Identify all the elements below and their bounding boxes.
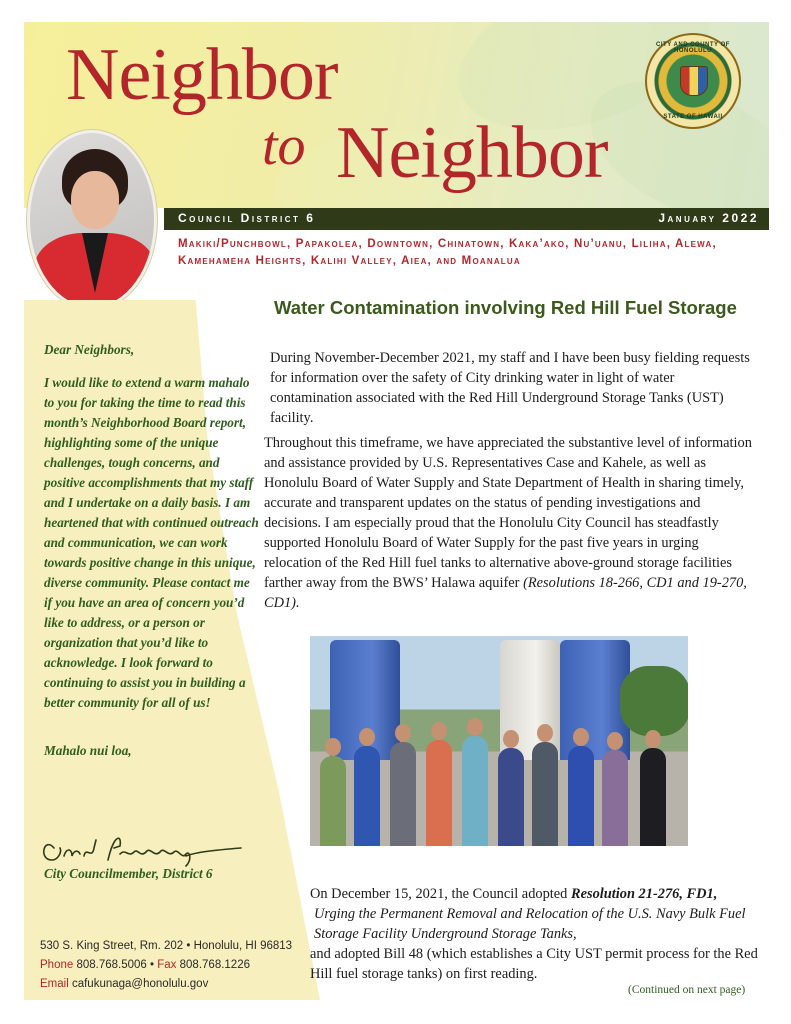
article-paragraph-1: During November-December 2021, my staff and I have been busy fielding requests for information over the safety of City drinking water in light of water contamination associated with the Red Hill Underground Storage Tanks (UST) facility. <box>270 350 750 426</box>
phone-label: Phone <box>40 959 74 971</box>
phone-number: 808.768.5006 <box>76 959 147 971</box>
masthead-title-neighbor: Neighbor <box>66 34 338 116</box>
masthead-title-neighbor-2: Neighbor <box>336 112 608 194</box>
issue-date: January 2022 <box>658 211 759 225</box>
article-paragraph-2 <box>264 433 754 613</box>
contact-email <box>40 975 292 994</box>
person <box>426 740 452 846</box>
welcome-letter <box>44 340 259 761</box>
district-bar <box>164 208 769 230</box>
person <box>568 746 594 846</box>
resolution-number: Resolution 21-276, FD1, <box>570 886 718 902</box>
continued-note: (Continued on next page) <box>628 984 746 996</box>
fax-label: Fax <box>157 959 177 971</box>
article-headline: Water Contamination involving Red Hill Fuel Storage <box>274 297 737 318</box>
separator: • <box>150 959 155 971</box>
email-address[interactable]: cafukunaga@honolulu.gov <box>71 978 209 990</box>
fax-number: 808.768.1226 <box>179 959 250 971</box>
paragraph-3-closing: and adopted Bill 48 (which establishes a City UST permit process for the Red Hill fuel storage tanks) on first reading. <box>310 946 758 982</box>
person <box>640 748 666 846</box>
person <box>320 756 346 846</box>
handwritten-signature <box>36 826 251 870</box>
paragraph-2-text: Throughout this timeframe, we have appreciated the substantive level of information and assistance provided by U.S. Representatives Case and Kahele, as well as Honolulu Board of Water Supply and State Department of Health in sharing timely, accurate and transparent updates on the status of pending investigations and decisions. I am especially proud that the Honolulu City Council has steadfastly supported Honolulu Board of Water Supply for the past five years in urging relocation of the Red Hill fuel tanks to alternative above-ground storage facilities farther away from the BWS’ Halawa aquifer <box>264 435 752 591</box>
article-paragraph-3 <box>310 884 760 984</box>
paragraph-2-resolutions: (Resolutions 18-266, CD1 and 19-270, CD1). <box>264 575 747 611</box>
contact-phone-fax <box>40 956 292 975</box>
group-photo <box>310 636 688 846</box>
paragraph-3-intro: On December 15, 2021, the Council adopted <box>310 886 568 902</box>
person <box>462 736 488 846</box>
person <box>498 748 524 846</box>
seal-text-top: CITY AND COUNTY OF HONOLULU <box>656 42 730 54</box>
trees <box>620 666 688 736</box>
district-label: Council District 6 <box>178 211 316 225</box>
masthead-title-to: to <box>262 115 306 177</box>
seal-text-bottom: STATE OF HAWAII <box>663 114 723 120</box>
neighborhood-list: Makiki/Punchbowl, Papakolea, Downtown, Chinatown, Kaka’ako, Nu’uanu, Liliha, Alewa, Kamehameha Heights, Kalihi Valley, Aiea, and Moanalua <box>178 238 717 267</box>
contact-address: 530 S. King Street, Rm. 202 • Honolulu, HI 96813 <box>40 940 293 952</box>
resolution-title: Urging the Permanent Removal and Relocation of the U.S. Navy Bulk Fuel Storage Facility Underground Storage Tanks, <box>314 906 746 942</box>
councilmember-portrait <box>27 130 157 310</box>
person <box>354 746 380 846</box>
letter-signature-title: City Councilmember, District 6 <box>44 866 213 881</box>
email-label: Email <box>40 978 69 990</box>
letter-greeting: Dear Neighbors, <box>44 342 135 357</box>
letter-signoff: Mahalo nui loa, <box>44 743 132 758</box>
person <box>532 742 558 846</box>
letter-body: I would like to extend a warm mahalo to you for taking the time to read this month’s Neighborhood Board report, highlighting some of the unique challenges, tough concerns, and positive accomplishments that my staff and I undertake on a daily basis. I am heartened that with continued outreach and communication, we can work towards positive change in this unique, diverse community. Please contact me if you have an area of concern you’d like to address, or a person or organization that you’d like to acknowledge. I look forward to continuing to assist you in building a better community for all of us! <box>44 375 259 710</box>
seal-crest-icon <box>680 66 708 96</box>
person <box>602 750 628 846</box>
person <box>390 742 416 846</box>
city-seal-icon <box>645 33 741 129</box>
contact-block <box>40 937 292 994</box>
